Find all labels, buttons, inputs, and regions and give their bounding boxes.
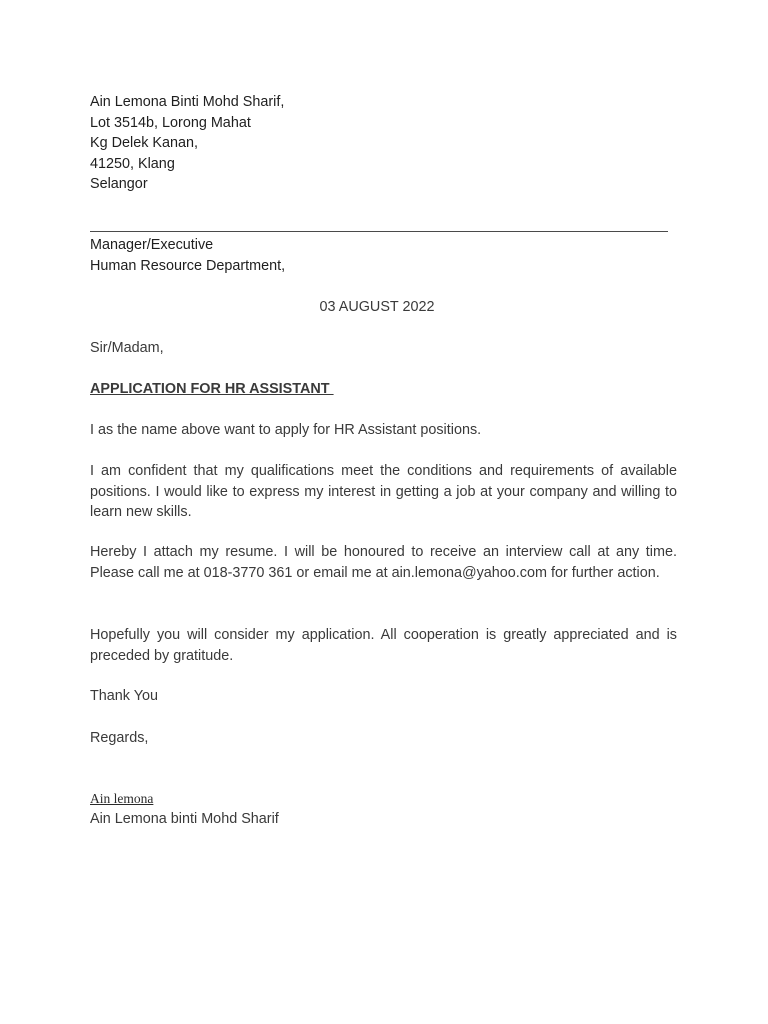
body-paragraph-1: I as the name above want to apply for HR Assistant positions. xyxy=(90,422,482,438)
body-paragraph-3: Hereby I attach my resume. I will be honoured to receive an interview call at any time. Please call me at 018-3770 361 or email me at ain.lemona@yahoo.com for further action. xyxy=(90,544,677,581)
subject-heading: APPLICATION FOR HR ASSISTANT xyxy=(90,381,334,397)
body-paragraph-4: Hopefully you will consider my application. All cooperation is greatly appreciated and is preceded by gratitude. xyxy=(90,627,677,664)
closing-thanks: Thank You xyxy=(90,688,159,704)
letter-date: 03 AUGUST 2022 xyxy=(319,299,435,315)
sender-address xyxy=(90,92,677,195)
sender-name: Ain Lemona Binti Mohd Sharif, xyxy=(90,94,285,110)
sender-address-line-1: Lot 3514b, Lorong Mahat xyxy=(90,114,251,131)
closing-regards: Regards, xyxy=(90,730,149,746)
recipient-title: Manager/Executive xyxy=(90,237,214,253)
sender-address-line-2: Kg Delek Kanan, xyxy=(90,135,199,152)
recipient-address xyxy=(90,235,677,276)
sender-postcode-city: 41250, Klang xyxy=(90,155,175,172)
signature: Ain lemona xyxy=(90,791,154,806)
salutation: Sir/Madam, xyxy=(90,340,164,356)
separator-line xyxy=(90,231,668,232)
recipient-department: Human Resource Department, xyxy=(90,257,286,274)
sender-state: Selangor xyxy=(90,176,148,193)
body-paragraph-2: I am confident that my qualifications meet the conditions and requirements of available positions. I would like to express my interest in getting a job at your company and willing to learn new skills. xyxy=(90,463,677,521)
signer-name: Ain Lemona binti Mohd Sharif xyxy=(90,811,279,827)
